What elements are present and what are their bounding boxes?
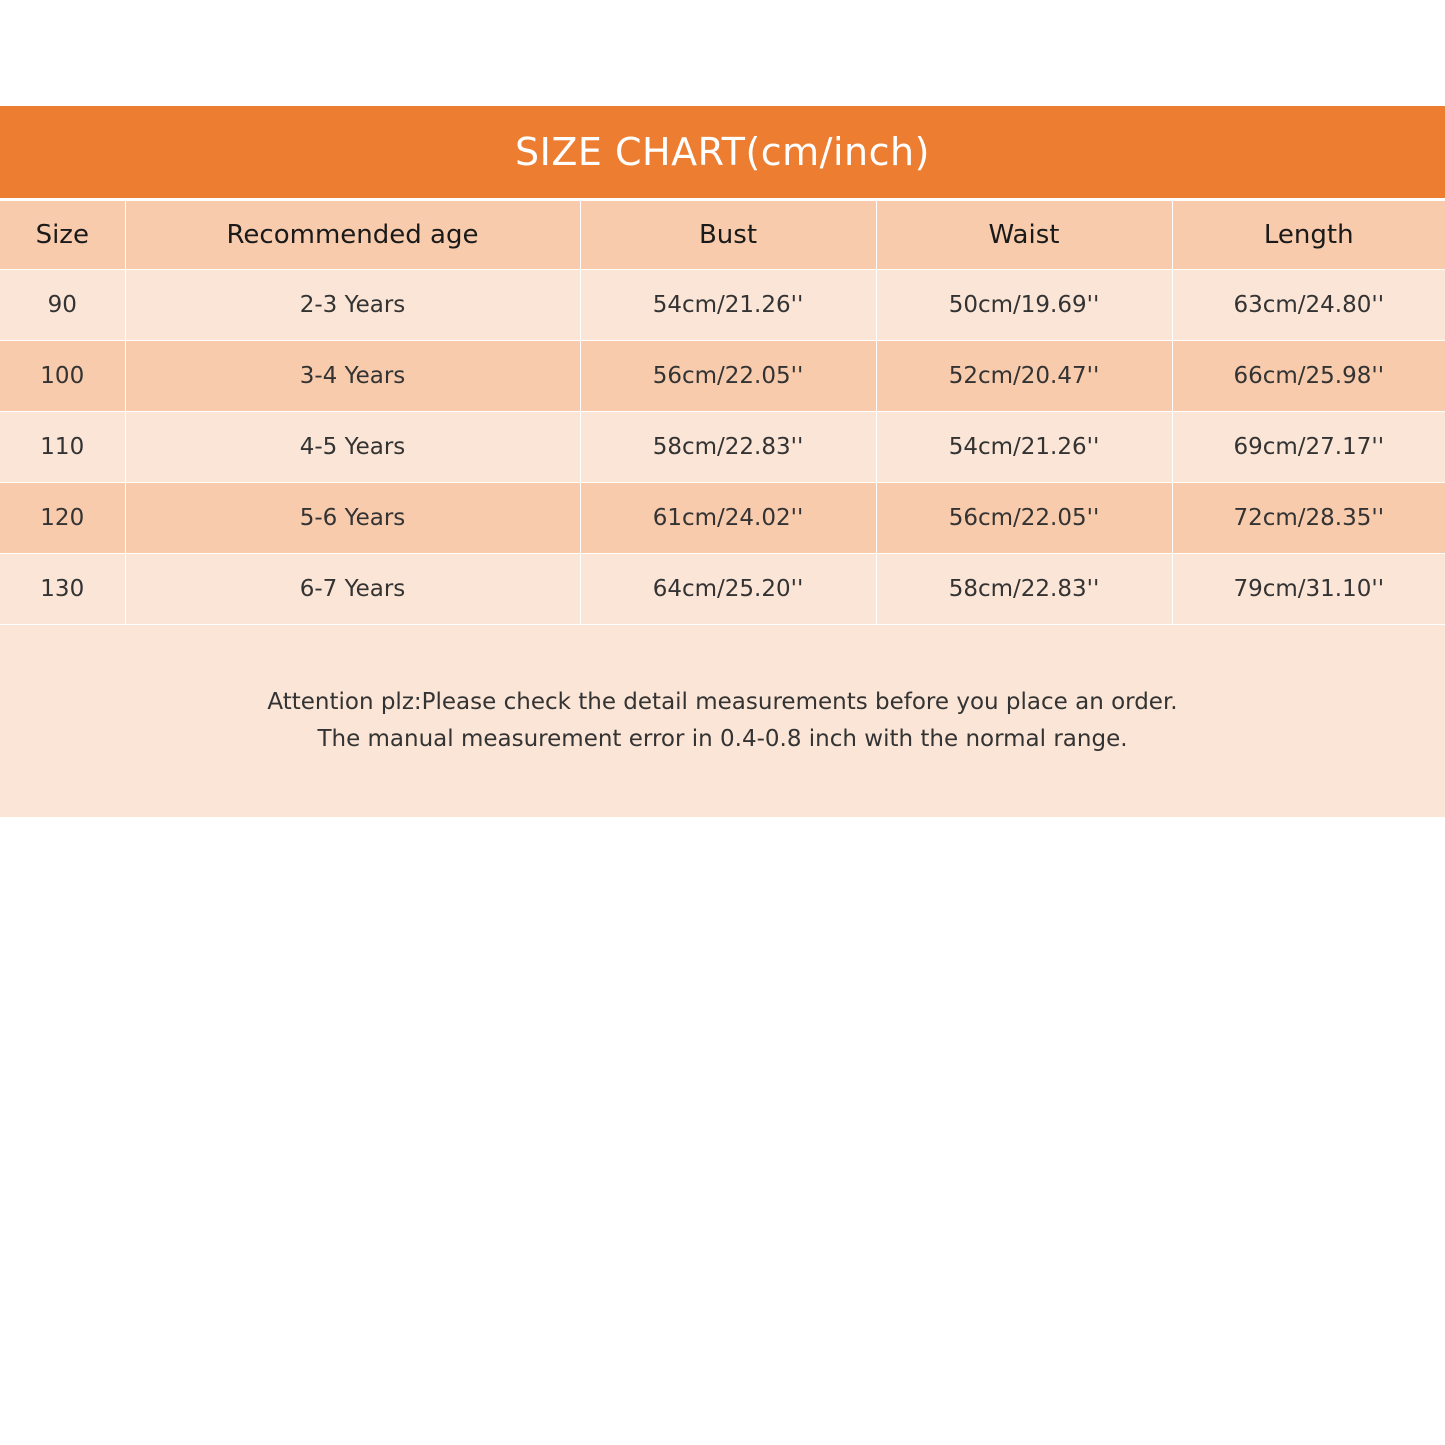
table-row <box>0 411 1445 482</box>
length-cell: 63cm/24.80'' <box>1172 269 1445 340</box>
table-row <box>0 553 1445 624</box>
table-row <box>0 482 1445 553</box>
bust-cell: 54cm/21.26'' <box>580 269 876 340</box>
length-cell: 79cm/31.10'' <box>1172 553 1445 624</box>
length-cell: 66cm/25.98'' <box>1172 340 1445 411</box>
column-header-size: Size <box>35 219 89 250</box>
length-cell: 72cm/28.35'' <box>1172 482 1445 553</box>
waist-cell: 56cm/22.05'' <box>876 482 1172 553</box>
attention-note <box>0 624 1445 817</box>
size-cell: 100 <box>40 362 85 389</box>
table-row <box>0 340 1445 411</box>
table-row <box>0 269 1445 340</box>
size-cell: 120 <box>40 504 85 531</box>
column-header-length: Length <box>1172 201 1445 269</box>
waist-cell: 58cm/22.83'' <box>876 553 1172 624</box>
column-header-waist: Waist <box>876 201 1172 269</box>
table-header-row <box>0 201 1445 269</box>
chart-title: SIZE CHART(cm/inch) <box>0 106 1445 198</box>
size-table <box>0 201 1445 624</box>
length-cell: 69cm/27.17'' <box>1172 411 1445 482</box>
age-cell: 4-5 Years <box>125 411 580 482</box>
bust-cell: 56cm/22.05'' <box>580 340 876 411</box>
bust-cell: 58cm/22.83'' <box>580 411 876 482</box>
size-chart <box>0 106 1445 817</box>
column-header-bust: Bust <box>580 201 876 269</box>
age-cell: 6-7 Years <box>125 553 580 624</box>
waist-cell: 54cm/21.26'' <box>876 411 1172 482</box>
size-cell: 90 <box>47 291 77 318</box>
column-header-recommended-age: Recommended age <box>125 201 580 269</box>
waist-cell: 52cm/20.47'' <box>876 340 1172 411</box>
size-cell: 110 <box>40 433 85 460</box>
note-line-2: The manual measurement error in 0.4-0.8 inch with the normal range. <box>317 726 1128 752</box>
size-cell: 130 <box>40 575 85 602</box>
age-cell: 3-4 Years <box>125 340 580 411</box>
waist-cell: 50cm/19.69'' <box>876 269 1172 340</box>
note-line-1: Attention plz:Please check the detail measurements before you place an order. <box>267 689 1178 715</box>
bust-cell: 64cm/25.20'' <box>580 553 876 624</box>
age-cell: 2-3 Years <box>125 269 580 340</box>
age-cell: 5-6 Years <box>125 482 580 553</box>
bust-cell: 61cm/24.02'' <box>580 482 876 553</box>
